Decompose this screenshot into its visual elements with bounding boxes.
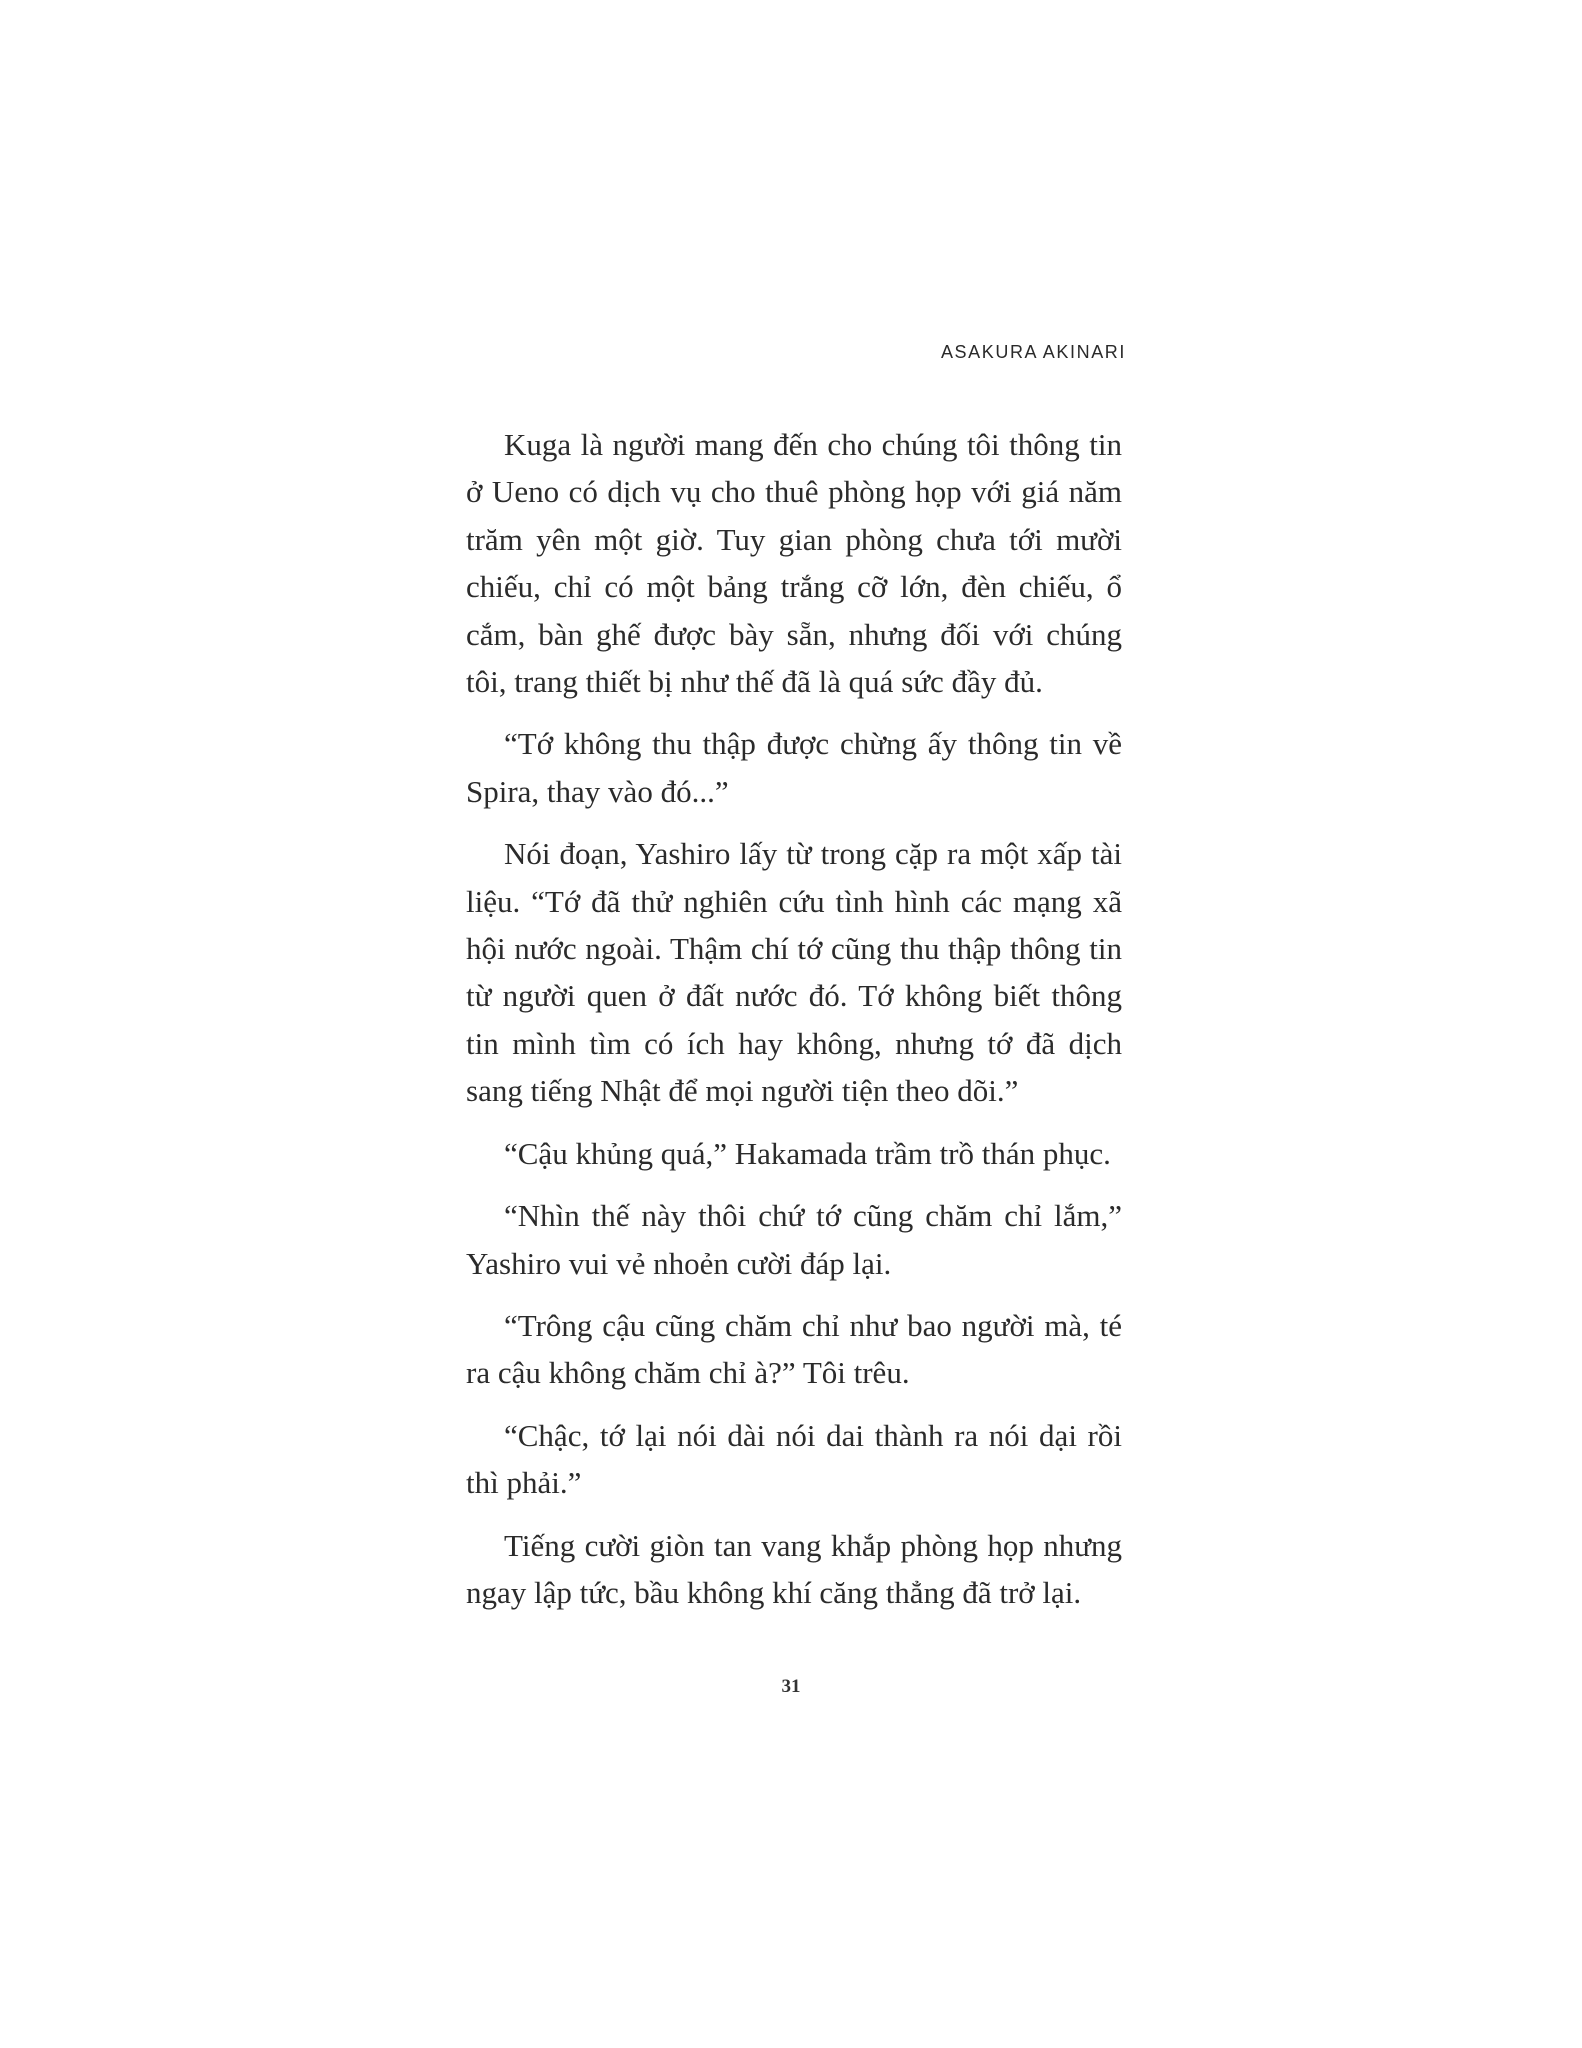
running-head-author: ASAKURA AKINARI xyxy=(940,342,1126,362)
paragraph: “Chậc, tớ lại nói dài nói dai thành ra nói dại rồi thì phải.” xyxy=(466,1417,1122,1501)
body-text xyxy=(466,421,1122,1631)
paragraph: “Trông cậu cũng chăm chỉ như bao người mà, té ra cậu không chăm chỉ à?” Tôi trêu. xyxy=(466,1307,1122,1391)
paragraph: Kuga là người mang đến cho chúng tôi thông tin ở Ueno có dịch vụ cho thuê phòng họp với giá năm trăm yên một giờ. Tuy gian phòng chưa tới mười chiếu, chỉ có một bảng trắng cỡ lớn, đèn chiếu, ổ cắm, bàn ghế được bày sẵn, nhưng đối với chúng tôi, trang thiết bị như thế đã là quá sức đầy đủ. xyxy=(466,427,1122,700)
page-number: 31 xyxy=(781,1676,801,1697)
paragraph: Nói đoạn, Yashiro lấy từ trong cặp ra một xấp tài liệu. “Tớ đã thử nghiên cứu tình hình các mạng xã hội nước ngoài. Thậm chí tớ cũng thu thập thông tin từ người quen ở đất nước đó. Tớ không biết thông tin mình tìm có ích hay không, nhưng tớ đã dịch sang tiếng Nhật để mọi người tiện theo dõi.” xyxy=(466,836,1122,1109)
paragraph: Tiếng cười giòn tan vang khắp phòng họp nhưng ngay lập tức, bầu không khí căng thẳng đã trở lại. xyxy=(466,1527,1122,1610)
paragraph: “Cậu khủng quá,” Hakamada trầm trồ thán phục. xyxy=(504,1135,1111,1171)
paragraph: “Tớ không thu thập được chừng ấy thông tin về Spira, thay vào đó...” xyxy=(466,726,1122,809)
paragraph: “Nhìn thế này thôi chứ tớ cũng chăm chỉ lắm,” Yashiro vui vẻ nhoẻn cười đáp lại. xyxy=(466,1198,1122,1281)
